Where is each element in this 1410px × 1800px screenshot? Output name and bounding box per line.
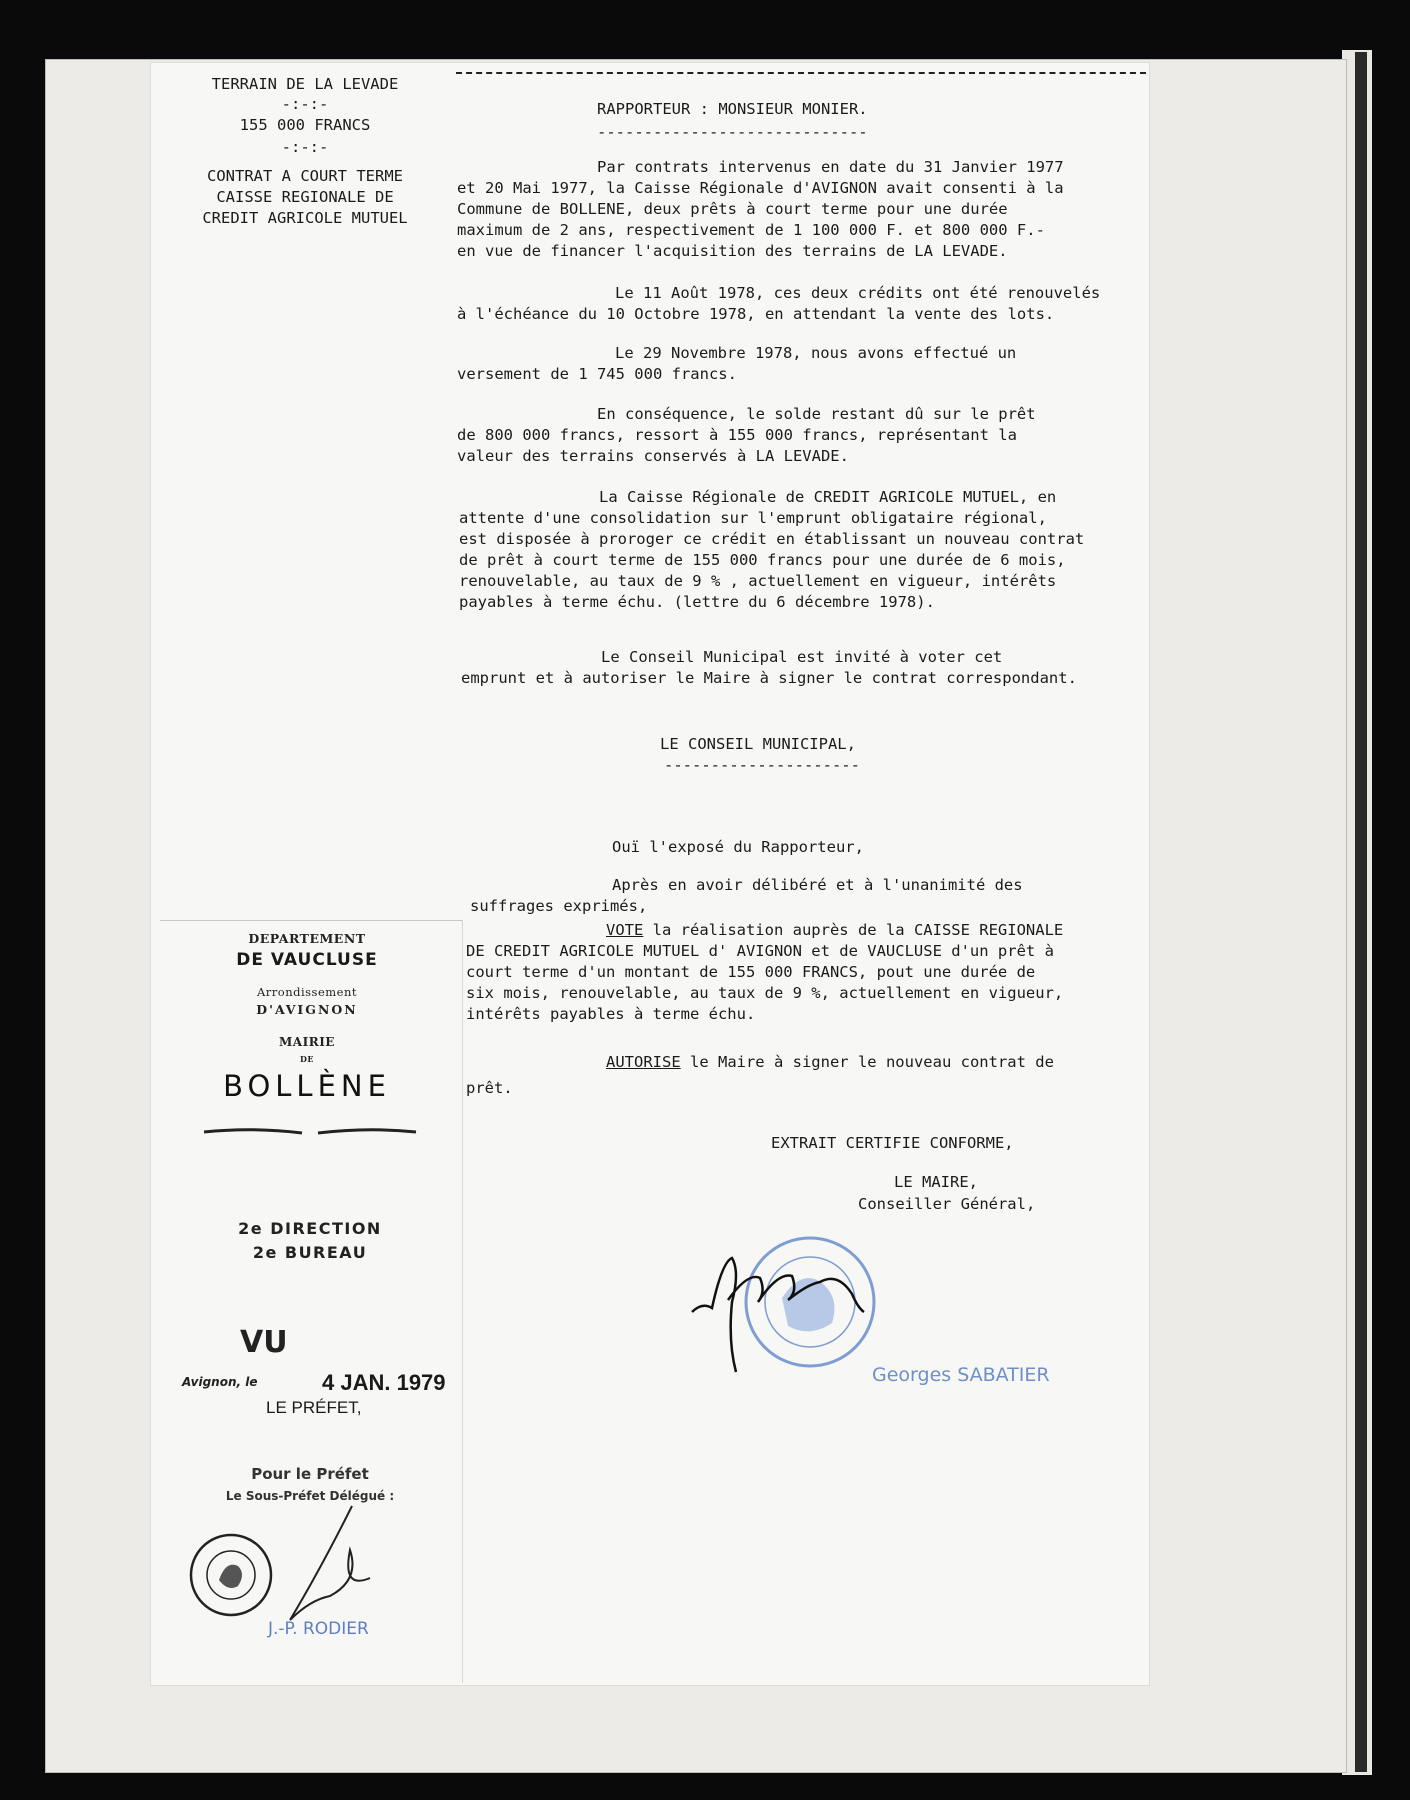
text-line: En conséquence, le solde restant dû sur le prêt <box>597 405 1036 423</box>
letterhead-text <box>172 930 442 1106</box>
letterhead-avignon: D'AVIGNON <box>256 1002 358 1017</box>
mayor-title-line: Conseiller Général, <box>858 1195 1036 1213</box>
letterhead-bollene: BOLLÈNE <box>223 1069 391 1103</box>
mayor-line: LE MAIRE, <box>894 1173 978 1191</box>
paragraph-payment <box>457 343 1016 385</box>
text-line: Par contrats intervenus en date du 31 Janvier 1977 <box>597 158 1064 176</box>
sidebar-title: TERRAIN DE LA LEVADE <box>211 75 399 93</box>
text-line: Le Conseil Municipal est invité à voter cet <box>601 648 1003 666</box>
authorise-keyword: AUTORISE <box>606 1053 681 1071</box>
text-line: prêt. <box>466 1079 513 1097</box>
text-line: intérêts payables à terme échu. <box>466 1005 756 1023</box>
bureau-line: 2e BUREAU <box>252 1243 368 1262</box>
authorise-block <box>466 1049 1054 1101</box>
heard-line: Ouï l'exposé du Rapporteur, <box>612 838 864 856</box>
paragraph-invitation <box>461 647 1077 689</box>
paragraph-renewal <box>457 283 1100 325</box>
vote-block <box>466 920 1063 1025</box>
top-dashed-rule <box>456 72 1146 74</box>
text-line: Le 29 Novembre 1978, nous avons effectué un <box>615 344 1017 362</box>
text-line: maximum de 2 ans, respectivement de 1 100 000 F. et 800 000 F.- <box>457 221 1045 239</box>
sidebar-subject <box>160 166 450 229</box>
vu-date: 4 JAN. 1979 <box>322 1370 446 1395</box>
text-line: versement de 1 745 000 francs. <box>457 365 737 383</box>
signatory-name-stamp: J.-P. RODIER <box>268 1619 369 1639</box>
sidebar-heading <box>170 74 440 158</box>
text-line: le Maire à signer le nouveau contrat de <box>680 1053 1054 1071</box>
council-heading-rule: --------------------- <box>664 756 860 774</box>
binder-edge <box>1355 52 1367 1772</box>
text-line: Le 11 Août 1978, ces deux crédits ont été renouvelés <box>615 284 1101 302</box>
text-line: valeur des terrains conservés à LA LEVADE. <box>457 447 849 465</box>
council-heading: LE CONSEIL MUNICIPAL, <box>660 735 856 753</box>
sidebar-amount: 155 000 FRANCS <box>239 116 371 134</box>
letterhead-vaucluse: DE VAUCLUSE <box>236 950 378 970</box>
letterhead-mairie: MAIRIE <box>279 1035 335 1049</box>
authorise-line <box>466 1049 1054 1075</box>
letterhead-de: DE <box>299 1054 315 1064</box>
avignon-date-label: Avignon, le <box>182 1375 258 1389</box>
mayor-name-stamp: Georges SABATIER <box>872 1364 1050 1386</box>
paragraph-balance <box>457 404 1036 467</box>
paragraph-contracts <box>457 157 1064 262</box>
sous-prefet-line: Le Sous-Préfet Délégué : <box>225 1489 395 1503</box>
text-line: et 20 Mai 1977, la Caisse Régionale d'AVIGNON avait consenti à la <box>457 179 1064 197</box>
text-line: suffrages exprimés, <box>470 897 648 915</box>
text-line: est disposée à proroger ce crédit en établissant un nouveau contrat <box>459 530 1085 548</box>
direction-stamp <box>200 1217 420 1265</box>
letterhead-ornament <box>202 1124 418 1140</box>
text-line: Commune de BOLLENE, deux prêts à court terme pour une durée <box>457 200 1008 218</box>
text-line: de prêt à court terme de 155 000 francs pour une durée de 6 mois, <box>459 551 1066 569</box>
mayor-signature <box>688 1242 878 1382</box>
text-line: attente d'une consolidation sur l'emprunt obligataire régional, <box>459 509 1047 527</box>
text-line: payables à terme échu. (lettre du 6 décembre 1978). <box>459 593 935 611</box>
letterhead-departement: DEPARTEMENT <box>248 931 366 946</box>
letterhead-arrondissement: Arrondissement <box>256 985 358 999</box>
sidebar-subject-line: CONTRAT A COURT TERME <box>207 167 403 185</box>
text-line: emprunt et à autoriser le Maire à signer le contrat correspondant. <box>461 669 1077 687</box>
sidebar-separator: -:-:- <box>281 138 329 156</box>
text-line: court terme d'un montant de 155 000 FRANCS, pout une durée de <box>466 963 1036 981</box>
vote-first-line <box>466 920 1063 941</box>
text-line: DE CREDIT AGRICOLE MUTUEL d' AVIGNON et de VAUCLUSE d'un prêt à <box>466 942 1054 960</box>
text-line: renouvelable, au taux de 9 % , actuellement en vigueur, intérêts <box>459 572 1057 590</box>
prefet-label: LE PRÉFET, <box>266 1398 362 1417</box>
text-line: à l'échéance du 10 Octobre 1978, en attendant la vente des lots. <box>457 305 1055 323</box>
sidebar-separator: -:-:- <box>281 95 329 113</box>
vote-keyword: VOTE <box>606 921 644 939</box>
text-line: de 800 000 francs, ressort à 155 000 francs, représentant la <box>457 426 1017 444</box>
paragraph-caisse <box>459 487 1084 613</box>
text-line: en vue de financer l'acquisition des terrains de LA LEVADE. <box>457 242 1008 260</box>
certified-line: EXTRAIT CERTIFIE CONFORME, <box>771 1134 1014 1152</box>
sidebar-subject-line: CAISSE REGIONALE DE <box>216 188 394 206</box>
text-line: six mois, renouvelable, au taux de 9 %, actuellement en vigueur, <box>466 984 1064 1002</box>
rapporteur-line: RAPPORTEUR : MONSIEUR MONIER. <box>597 100 868 118</box>
text-line: La Caisse Régionale de CREDIT AGRICOLE MUTUEL, en <box>599 488 1057 506</box>
prefecture-seal-stamp <box>186 1530 276 1620</box>
direction-line: 2e DIRECTION <box>238 1219 382 1238</box>
vu-stamp: VU <box>240 1325 288 1360</box>
pour-prefet-line: Pour le Préfet <box>251 1465 369 1483</box>
rapporteur-underline: ----------------------------- <box>597 123 868 141</box>
text-line: Après en avoir délibéré et à l'unanimité des <box>612 876 1023 894</box>
sidebar-subject-line: CREDIT AGRICOLE MUTUEL <box>202 209 408 227</box>
text-line: la réalisation auprès de la CAISSE REGIONALE <box>643 921 1064 939</box>
deliberated-block <box>470 875 1023 917</box>
